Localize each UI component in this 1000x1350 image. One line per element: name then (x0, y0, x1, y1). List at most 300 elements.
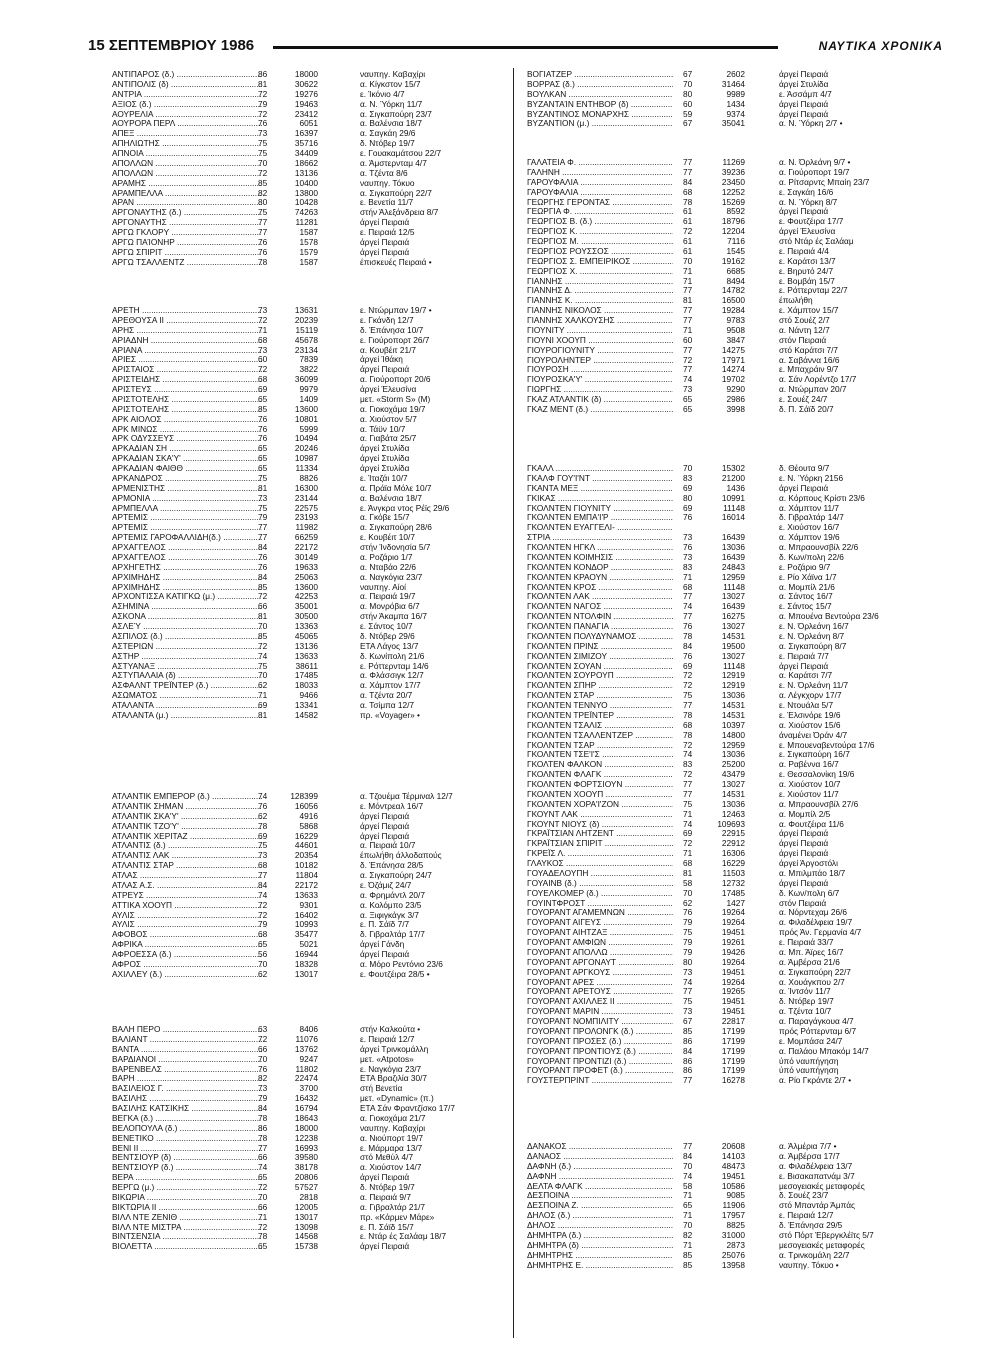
ship-year: 70 (683, 464, 693, 473)
ship-tons: 17199 (721, 1026, 745, 1036)
ship-tons: 22817 (721, 1017, 745, 1026)
ship-note: α. Σιγκαπούρη 24/7 (360, 871, 432, 880)
ship-note: ε. Κουβέιτ 10/7 (360, 533, 415, 543)
ship-tons: 45678 (294, 335, 318, 345)
ship-year: 77 (683, 158, 693, 167)
ship-year: 71 (683, 325, 693, 335)
ship-name: ΔΕΛΤΑ ΦΛΑΓΚ ..... (527, 1182, 673, 1192)
ship-name: ΓΚΟΛΝΤΕΝ ΕΥΑΓΓΕΛΙ- ..... (527, 523, 673, 533)
ship-note: άργεί Πειραιά (360, 950, 410, 959)
ship-name: ΑΡΑΜΗΣ ..... (112, 179, 262, 189)
ship-row (527, 632, 941, 642)
ship-row (527, 978, 941, 988)
ship-year: 77 (683, 167, 693, 177)
ship-row (112, 533, 504, 543)
ship-tons: 18643 (294, 1113, 318, 1123)
ship-year: 69 (258, 385, 268, 394)
ship-name: ΒΥΖΑΝΤΙΟΝ (μ.) ..... (527, 119, 673, 129)
ship-row (112, 258, 504, 268)
ship-year: 68 (258, 335, 268, 345)
ship-note: άργεί Πειραιά (360, 1173, 410, 1183)
ship-note: α. Ν. Ύόρκη 8/7 (779, 197, 838, 207)
ship-note: α. Σαγκάη 29/6 (360, 129, 416, 139)
ship-note: α. Γιοκοχάμα 21/7 (360, 1113, 426, 1123)
ship-year: 62 (258, 681, 268, 691)
ship-note: α. Κόρπους Κρίστι 23/6 (779, 493, 865, 503)
ship-tons: 10182 (294, 861, 318, 871)
ship-row (112, 622, 504, 632)
ship-row (112, 1124, 504, 1134)
ship-name: ΓΟΥΟΡΑΝΤ ΑΡΓΟΝΑΥΤ ..... (527, 958, 673, 968)
ship-name: ΓΙΟΥΡΟΣΚΑ'Υ' ..... (527, 375, 673, 385)
ship-tons: 12252 (721, 187, 745, 197)
ship-row (527, 70, 941, 80)
ship-name: ΒΥΖΑΝΤΙΝΟΣ ΜΟΝΑΡΧΗΣ ..... (527, 110, 673, 120)
ship-name: ΑΧΙΛΛΕΥ (δ.) ..... (112, 970, 262, 980)
ship-name: ΑΡΚ ΜΙΝΩΣ ..... (112, 425, 262, 435)
ship-name: ΓΚΟΛΝΤΕΝ ΤΕΝΝΥΟ ..... (527, 701, 673, 711)
ship-tons: 11334 (295, 464, 318, 473)
ship-year: 77 (258, 218, 268, 228)
ship-year: 77 (258, 228, 268, 237)
ship-block-delta (527, 1142, 941, 1270)
ship-tons: 11281 (295, 218, 318, 228)
ship-note: α. Φιλαδέλφεια 19/7 (779, 918, 853, 928)
ship-tons: 11802 (295, 1064, 318, 1074)
ship-name: ΒΕΝΙ II ..... (112, 1144, 262, 1154)
ship-note: δ. Σουέζ 23/7 (779, 1191, 829, 1201)
ship-tons: 16500 (721, 296, 745, 306)
ship-name: ΓΕΩΡΓΙΟΣ Σ. ΕΜΠΕΙΡΙΚΟΣ ..... (527, 257, 673, 267)
ship-year: 72 (258, 910, 268, 920)
ship-note: ε. Βηρυτό 24/7 (779, 266, 834, 276)
ship-row (527, 504, 941, 514)
ship-name: ΑΡΚ ΟΔΥΣΣΕΥΣ ..... (112, 434, 262, 444)
ship-note: δ. Κωνίπολη 21/6 (360, 651, 425, 661)
ship-year: 65 (683, 1201, 693, 1211)
ship-row (112, 189, 504, 199)
ship-tons: 19633 (294, 562, 318, 572)
ship-year: 85 (258, 178, 268, 188)
ship-tons: 20246 (294, 444, 318, 454)
ship-row (112, 336, 504, 346)
ship-year: 65 (258, 1173, 268, 1183)
ship-year: 61 (683, 237, 693, 246)
ship-year: 74 (683, 375, 693, 385)
ship-row (112, 523, 504, 533)
ship-note: α. Μονρόβια 6/7 (360, 602, 420, 612)
ship-row (112, 119, 504, 129)
ship-year: 74 (683, 977, 693, 987)
ship-name: ΓΑΡΟΥΦΑΛΙΑ ..... (527, 188, 673, 198)
ship-name: ΓΙΑΝΝΗΣ ΧΑΛΚΟΥΣΗΣ ..... (527, 316, 673, 326)
ship-row (527, 760, 941, 770)
ship-row (112, 652, 504, 662)
ship-note: α. Ν. Ύόρκη 2/7 • (779, 119, 843, 129)
ship-note: άργεί Πειραιά (779, 483, 829, 493)
ship-year: 58 (683, 1181, 693, 1191)
ship-note: α. Λέγκχορν 17/7 (779, 691, 842, 701)
ship-note: ναυπηγ. Αίοί (360, 582, 406, 592)
ship-name: ΑΡΧΗΓΕΤΗΣ ..... (112, 563, 262, 573)
ship-year: 86 (258, 70, 268, 79)
ship-tons: 9085 (726, 1191, 745, 1201)
ship-note: ε. Ντουάλα 5/7 (779, 701, 834, 710)
ship-tons: 20806 (294, 1173, 318, 1183)
ship-row (112, 238, 504, 248)
ship-tons: 11269 (722, 158, 745, 167)
ship-note: ε. Πειραιά 7/7 (779, 651, 829, 661)
ship-row (527, 375, 941, 385)
ship-row (112, 1213, 504, 1223)
ship-row (112, 80, 504, 90)
ship-name: ΑΥΛΙΣ ..... (112, 920, 262, 930)
ship-name: ΑΡΙΣΤΟΤΕΛΗΣ ..... (112, 405, 262, 415)
ship-tons: 13017 (294, 969, 318, 979)
ship-tons: 18328 (294, 959, 318, 969)
ship-tons: 34409 (294, 149, 318, 158)
ship-name: ΔΕΣΠΟΙΝΑ Ζ. ..... (527, 1201, 673, 1211)
ship-note: α. Σιγκαπούρη 22/7 (360, 188, 432, 198)
ship-row (112, 851, 504, 861)
ship-note: α. Χάμπτον 19/6 (779, 533, 840, 543)
ship-year: 65 (683, 404, 693, 414)
ship-tons: 10586 (721, 1181, 745, 1191)
ship-note: α. Σάν Λορέντζο 17/7 (779, 375, 857, 385)
ship-row (112, 1173, 504, 1183)
ship-row (527, 671, 941, 681)
ship-year: 85 (258, 582, 268, 592)
ship-note: στή Βενετία (360, 1084, 403, 1094)
ship-row (112, 375, 504, 385)
ship-year: 71 (258, 691, 268, 701)
ship-block-alpha-1 (112, 70, 504, 268)
ship-name: ΒΥΖΑΝΤΑΊΝ ΕΝΤΗΒΟΡ (δ) ..... (527, 100, 673, 110)
ship-year: 66 (258, 602, 268, 612)
ship-year: 70 (258, 1054, 268, 1064)
ship-name: ΑΤΛΑΣ Α.Σ. ..... (112, 881, 262, 891)
ship-note: ε. Π. Σάϊδ 15/7 (360, 1222, 414, 1232)
ship-note: ε. Ντώρμπαν 19/7 • (360, 306, 432, 315)
ship-tons: 16229 (721, 859, 745, 868)
ship-tons: 23134 (294, 345, 318, 355)
ship-tons: 15738 (294, 1242, 318, 1252)
ship-year: 81 (258, 710, 268, 720)
ship-name: ΓΚΟΛΝΤΕΝ ΣΟΥΑΝ ..... (527, 662, 673, 672)
ship-note: α. Τάϋν 10/7 (360, 424, 406, 434)
ship-tons: 57527 (294, 1183, 318, 1192)
ship-name: ΑΤΛΑΝΤΙΚ ΕΜΠΕΡΟΡ (δ.) ..... (112, 792, 262, 802)
ship-tons: 10428 (294, 198, 318, 208)
ship-name: ΑΟΥΡΟΡΑ ΠΕΡΛ ..... (112, 119, 262, 129)
ship-tons: 17199 (721, 1036, 745, 1046)
ship-year: 76 (258, 237, 268, 247)
ship-row (527, 158, 941, 168)
ship-name: ΑΡΧΙΜΗΔΗΣ ..... (112, 573, 262, 583)
ship-note: α. Μπραουνσβίλ 22/6 (779, 543, 859, 552)
ship-row (527, 110, 941, 120)
ship-note: δ. Ντόβερ 19/7 (360, 1183, 415, 1192)
ship-name: ΑΝΤΙΠΟΛΙΣ (δ) ..... (112, 80, 262, 90)
ship-row (527, 681, 941, 691)
ship-note: δ. Ντόβερ 19/7 (360, 139, 415, 149)
ship-row (112, 602, 504, 612)
ship-name: ΓΚΟΛΝΤΕΝ ΚΟΝΔΟΡ ..... (527, 563, 673, 573)
ship-row (112, 405, 504, 415)
ship-name: ΑΡΜΟΝΙΑ ..... (112, 494, 262, 504)
ship-tons: 39580 (294, 1153, 318, 1163)
ship-name: ΔΕΣΠΟΙΝΑ ..... (527, 1191, 673, 1201)
ship-tons: 13036 (721, 543, 745, 552)
ship-name: ΓΚΟΛΝΤΕΝ ΚΡΑΟΥΝ ..... (527, 573, 673, 583)
ship-note: ε. Χάμπτον 15/7 (779, 306, 839, 316)
ship-row (112, 316, 504, 326)
ship-year: 76 (258, 552, 268, 562)
ship-row (112, 504, 504, 514)
ship-tons: 11804 (295, 871, 318, 880)
ship-tons: 13363 (294, 622, 318, 631)
ship-note: α. Σάντος 16/7 (779, 592, 833, 602)
ship-name: ΑΦΡΟΣ ..... (112, 960, 262, 970)
ship-name: ΒΑΡΕΝΒΕΛΣ ..... (112, 1065, 262, 1075)
ship-tons: 18000 (294, 1123, 318, 1133)
ship-year: 72 (683, 740, 693, 750)
ship-name: ΓΟΥΟΡΑΝΤ ΝΟΜΠΙΛΙΤΥ ..... (527, 1017, 673, 1027)
ship-tons: 10991 (721, 493, 745, 503)
ship-year: 85 (258, 631, 268, 641)
ship-tons: 8406 (299, 1025, 318, 1034)
ship-note: α. Καράτσι 7/7 (779, 671, 833, 681)
ship-name: ΓΚΟΥΝΤ ΝΙΟΥΣ (δ) ..... (527, 820, 673, 830)
ship-note: ε. Ίταζάι 10/7 (360, 473, 408, 483)
ship-row (112, 1232, 504, 1242)
ship-tons: 7839 (299, 355, 318, 365)
ship-note: στήν Άκαμπα 16/7 (360, 612, 428, 622)
ship-row (527, 227, 941, 237)
ship-year: 68 (683, 720, 693, 730)
ship-tons: 19264 (721, 957, 745, 967)
ship-name: ΓΟΥΙΝΤΦΡΟΣΤ ..... (527, 899, 673, 909)
ship-row (527, 1211, 941, 1221)
ship-tons: 23450 (721, 177, 745, 187)
ship-name: ΑΤΑΛΑΝΤΑ (μ.) ..... (112, 711, 262, 721)
ship-note: α. Κολόμπο 23/5 (360, 900, 422, 910)
ship-note: α. Σιγκαπούρη 8/7 (779, 641, 847, 651)
ship-tons: 13098 (294, 1222, 318, 1232)
ship-tons: 9374 (726, 109, 745, 119)
ship-row (527, 987, 941, 997)
ship-year: 77 (258, 533, 268, 543)
ship-year: 76 (683, 908, 693, 918)
ship-name: ΓΚΟΛΝΤΕΝ ΧΟΟΥΠ ..... (527, 790, 673, 800)
ship-note: ε. Βισακαπατνάμ 3/7 (779, 1171, 855, 1181)
ship-row (527, 326, 941, 336)
ship-year: 75 (683, 997, 693, 1007)
ship-year: 71 (683, 1191, 693, 1201)
ship-note: ε. Πειραιά 33/7 (779, 938, 834, 947)
ship-tons: 19264 (721, 977, 745, 987)
ship-name: ΓΙΟΥΡΟΛΗΝΤΕΡ ..... (527, 356, 673, 366)
ship-year: 78 (683, 197, 693, 207)
ship-year: 61 (683, 207, 693, 217)
ship-row (527, 119, 941, 129)
ship-note: άργεί Γάνδη (360, 940, 405, 950)
ship-name: ΑΡΙΑΔΝΗ ..... (112, 336, 262, 346)
ship-tons: 19264 (721, 918, 745, 928)
ship-tons: 13633 (294, 651, 318, 661)
ship-tons: 15302 (721, 464, 745, 473)
ship-year: 65 (258, 1242, 268, 1252)
ship-note: ύπό ναυπήγηση (779, 1066, 839, 1076)
ship-note: α. Νταβάο 22/6 (360, 562, 416, 572)
ship-tons: 19261 (721, 938, 745, 947)
ship-tons: 13027 (721, 780, 745, 789)
ship-tons: 20354 (294, 851, 318, 861)
ship-name: ΓΚΟΛΝΤΕΝ ΣΟΥΡΟΥΠ ..... (527, 671, 673, 681)
ship-tons: 38178 (294, 1163, 318, 1173)
ship-note: α. Τρινκομάλη 22/7 (779, 1250, 850, 1260)
ship-name: ΒΑΣΙΛΗΣ ΚΑΤΣΙΚΗΣ ..... (112, 1104, 262, 1114)
ship-note: άργεί Πειραιά (360, 247, 410, 257)
ship-year: 85 (683, 1026, 693, 1036)
ship-note: α. Μομπίλ 21/6 (779, 582, 835, 592)
ship-year: 68 (258, 375, 268, 385)
ship-row (112, 920, 504, 930)
ship-name: ΑΠΗΛΙΩΤΗΣ ..... (112, 139, 262, 149)
ship-tons: 17485 (721, 888, 745, 898)
ship-year: 76 (258, 434, 268, 444)
ship-note: άργεί Πειραιά (360, 1242, 410, 1252)
ship-name: ΓΚΟΛΤΕΝ ΦΑΛΚΟΝ ..... (527, 760, 673, 770)
ship-name: ΑΡΚΑΔΙΑΝ ΣΚΑ'Υ' ..... (112, 454, 262, 464)
ship-tons: 19265 (721, 987, 745, 997)
ship-name: ΓΟΥΟΡΑΝΤ ΑΙΗΤΖΑΞ ..... (527, 928, 673, 938)
ship-year: 78 (258, 1133, 268, 1143)
ship-year: 79 (258, 99, 268, 109)
ship-row (527, 513, 941, 523)
ship-tons: 16402 (294, 910, 318, 920)
ship-row (527, 908, 941, 918)
ship-year: 72 (683, 681, 693, 691)
ship-name: ΒΕΝΕΤΙΚΟ ..... (112, 1134, 262, 1144)
ship-name: ΓΚΟΛΝΤΕΝ ΚΟΙΜΗΣΙΣ ..... (527, 553, 673, 563)
ship-tons: 13800 (294, 188, 318, 198)
ship-tons: 16275 (721, 612, 745, 622)
ship-tons: 66259 (294, 533, 318, 543)
ship-year: 75 (258, 208, 268, 218)
ship-tons: 16397 (294, 129, 318, 139)
ship-note: στήν Άλεξάνδρεια 8/7 (360, 208, 439, 218)
ship-tons: 19284 (721, 306, 745, 316)
ship-block-gamma-2 (527, 464, 941, 1086)
ship-note: α. Ξιφιγκάγκ 3/7 (360, 910, 419, 920)
ship-tons: 1545 (726, 246, 745, 256)
ship-name: ΒΙΚΩΡΙΑ ..... (112, 1193, 262, 1203)
ship-tons: 109693 (717, 819, 745, 829)
ship-tons: 14568 (294, 1232, 318, 1242)
ship-year: 74 (683, 1171, 693, 1181)
ship-note: ε. Πειραιά 12/5 (360, 228, 415, 237)
ship-note: α. Σαβάννα 16/6 (779, 355, 840, 365)
issue-date: 15 ΣΕΠΤΕΜΒΡΙΟΥ 1986 (88, 37, 255, 54)
ship-tons: 10397 (721, 720, 745, 730)
ship-note: α. Χιούστον 5/7 (360, 414, 417, 424)
ship-tons: 2873 (726, 1240, 745, 1250)
ship-row (112, 1035, 504, 1045)
ship-name: ΓΚΟΛΝΤΕΝ ΠΡΙΝΣ ..... (527, 642, 673, 652)
ship-note: ε. Πειραιά 12/7 (360, 1034, 415, 1044)
ship-row (112, 1074, 504, 1084)
ship-name: ΓΕΩΡΓΙΟΣ ΡΟΥΣΣΟΣ ..... (527, 247, 673, 257)
ship-tons: 17957 (721, 1211, 745, 1221)
ship-year: 68 (258, 861, 268, 871)
ship-note: α. Φρημάντλ 20/7 (360, 890, 425, 900)
ship-name: ΑΤΛΑΝΤΙΚ ΧΕΡΙΤΑΖ ..... (112, 832, 262, 842)
ship-row (527, 1047, 941, 1057)
ship-tons: 19451 (721, 967, 745, 977)
ship-tons: 14531 (721, 631, 745, 641)
ship-year: 73 (683, 385, 693, 395)
ship-tons: 25200 (721, 760, 745, 770)
ship-tons: 9290 (726, 385, 745, 395)
ship-row (112, 208, 504, 218)
ship-row (112, 355, 504, 365)
ship-row (112, 832, 504, 842)
ship-tons: 17485 (294, 671, 318, 681)
ship-name: ΓΚΟΛΝΤΕΝ ΗΓΚΛ ..... (527, 543, 673, 553)
ship-year: 70 (258, 671, 268, 681)
ship-note: ύπό ναυπήγηση (779, 1056, 839, 1066)
ship-name: ΑΡΜΠΕΛΛΑ ..... (112, 504, 262, 514)
ship-year: 85 (258, 404, 268, 414)
ship-year: 77 (683, 987, 693, 997)
ship-note: άργεί Πειραιά (779, 207, 829, 217)
ship-note: α. Ντώρμπαν 20/7 (779, 385, 847, 395)
ship-tons: 2818 (299, 1192, 318, 1202)
ship-row (527, 1191, 941, 1201)
ship-note: μετ. «Atpotos» (360, 1054, 414, 1064)
ship-name: ΒΙΝΤΣΕΝΣΙΑ ..... (112, 1232, 262, 1242)
ship-note: ε. Όζάμιζ 24/7 (360, 880, 412, 890)
ship-tons: 13762 (294, 1044, 318, 1054)
ship-row (527, 217, 941, 227)
ship-note: ε. Σουέζ 24/7 (779, 395, 828, 404)
ship-row (112, 662, 504, 672)
ship-note: ε. Μπαχράιν 9/7 (779, 365, 839, 375)
ship-row (112, 970, 504, 980)
ship-year: 61 (683, 246, 693, 256)
ship-year: 72 (258, 365, 268, 375)
ship-tons: 8826 (299, 473, 318, 483)
ship-name: ΑΣΤΥΑΝΑΞ ..... (112, 662, 262, 672)
ship-year: 65 (258, 444, 268, 454)
ship-row (527, 1007, 941, 1017)
ship-year: 58 (683, 878, 693, 888)
ship-row (112, 553, 504, 563)
ship-tons: 18000 (294, 70, 318, 79)
ship-note: άργεί Τρινκομάλλη (360, 1044, 429, 1054)
ship-name: ΓΕΩΡΓΙΟΣ Χ. ..... (527, 267, 673, 277)
ship-note: α. Ναγκόγια 23/7 (360, 572, 423, 582)
ship-note: α. Άμστερνταμ 4/7 (360, 158, 427, 168)
ship-note: α. Γιβραλτάρ 21/7 (360, 1202, 426, 1212)
ship-name: ΒΑΝΤΑ ..... (112, 1045, 262, 1055)
ship-note: ναυπηγ. Τόκυο (360, 178, 415, 188)
ship-row (527, 612, 941, 622)
ship-name: ΑΤΛΑΝΤΙΚ ΣΗΜΑΝ ..... (112, 802, 262, 812)
ship-note: ε. Ροζάριο 9/7 (779, 562, 831, 572)
ship-note: στόν Πειραιά (779, 335, 827, 345)
